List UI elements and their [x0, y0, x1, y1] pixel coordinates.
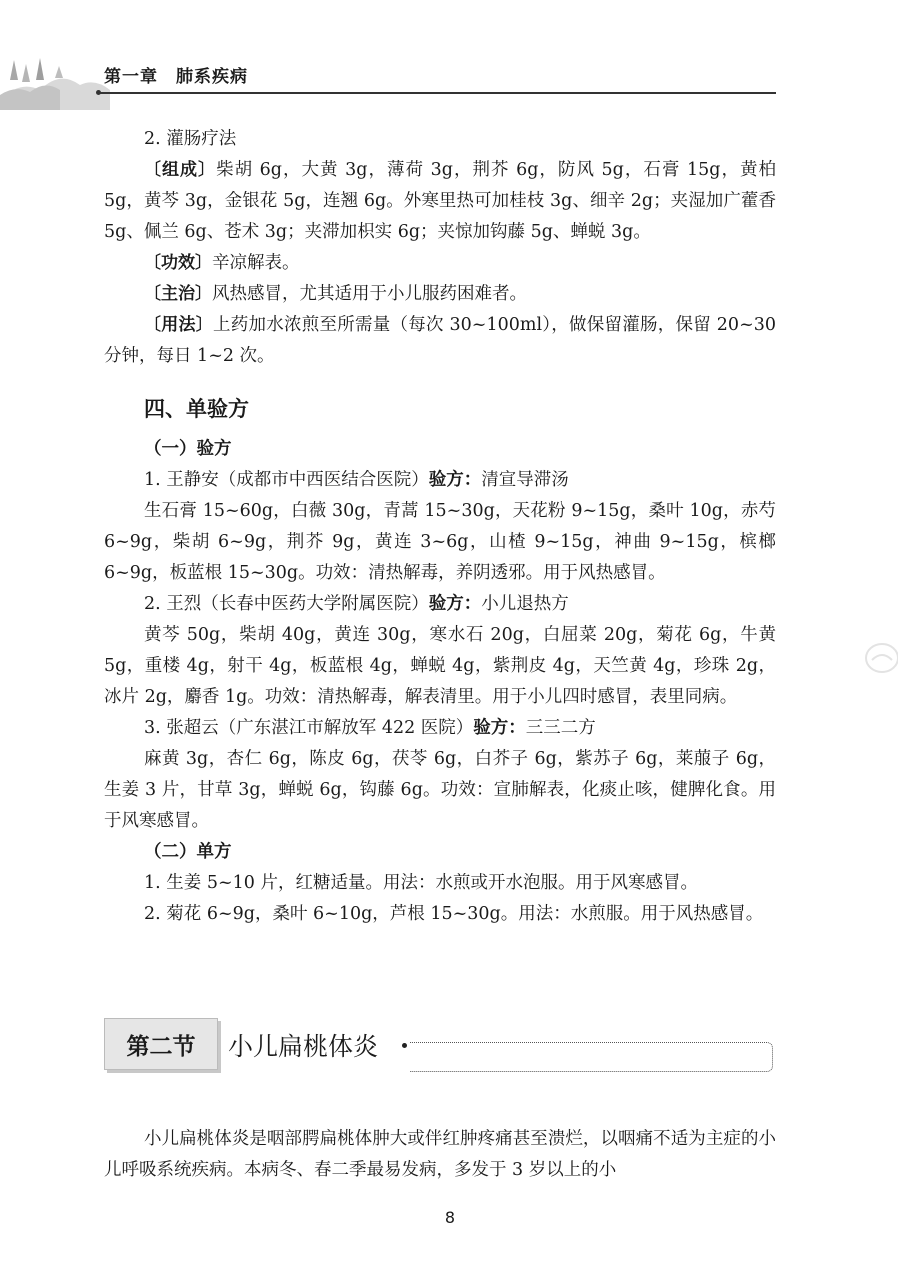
formula-name: 三三二方 — [525, 718, 596, 738]
section-title: 小儿扁桃体炎 — [228, 1032, 379, 1061]
formula-label: 验方： — [473, 718, 526, 738]
page-number: 8 — [444, 1208, 456, 1227]
header-rule — [100, 92, 776, 94]
intro-content — [104, 1124, 776, 1186]
side-watermark-icon — [858, 640, 898, 676]
formula-name: 清宣导滞汤 — [481, 470, 569, 490]
section-banner — [104, 1018, 776, 1074]
composition-text: 柴胡 6g，大黄 3g，薄荷 3g，荆芥 6g，防风 5g，石膏 15g，黄柏 5g，黄芩 3g，金银花 5g，连翘 6g。外寒里热可加桂枝 3g、细辛 2g；夹湿加广藿香 5g、佩兰 6g、苍术 3g；夹滞加枳实 6g；夹惊加钩藤 5g、蝉蜕 3g。 — [104, 160, 777, 242]
intro-paragraph: 小儿扁桃体炎是咽部腭扁桃体肿大或伴红肿疼痛甚至溃烂，以咽痛不适为主症的小儿呼吸系统疾病。本病冬、春二季最易发病，多发于 3 岁以上的小 — [104, 1129, 776, 1180]
enema-effect — [104, 248, 776, 279]
section-heading: 四、单验方 — [144, 397, 249, 421]
section-number-box: 第二节 — [104, 1018, 218, 1070]
effect-tag: 〔功效〕 — [144, 253, 212, 273]
formula-label: 验方： — [428, 594, 482, 614]
enema-usage — [104, 310, 776, 372]
formula-body: 黄芩 50g，柴胡 40g，黄连 30g，寒水石 20g，白屈菜 20g，菊花 6g，牛黄 5g，重楼 4g，射干 4g，板蓝根 4g，蝉蜕 4g，紫荆皮 4g，天竺黄 4g，珍珠 2g，冰片 2g，麝香 1g。功效：清热解毒，解表清里。用于小儿四时感冒，表里同病。 — [104, 625, 776, 707]
section-dot — [402, 1043, 407, 1048]
subsection-heading: （一）验方 — [144, 439, 232, 459]
indication-text: 风热感冒，尤其适用于小儿服药困难者。 — [212, 284, 527, 304]
enema-indication — [104, 279, 776, 310]
composition-tag: 〔组成〕 — [144, 160, 217, 180]
usage-tag: 〔用法〕 — [144, 315, 213, 335]
formula-head-text: 2. 王烈（长春中医药大学附属医院） — [144, 594, 429, 614]
effect-text: 辛凉解表。 — [212, 253, 300, 273]
single-remedy: 1. 生姜 5~10 片，红糖适量。用法：水煎或开水泡服。用于风寒感冒。 — [144, 873, 698, 893]
landscape-decoration-icon — [0, 40, 110, 110]
single-remedy: 2. 菊花 6~9g，桑叶 6~10g，芦根 15~30g。用法：水煎服。用于风热感冒。 — [144, 904, 764, 924]
enema-title: 2. 灌肠疗法 — [144, 129, 237, 149]
chapter-title: 第一章 肺系疾病 — [104, 67, 248, 87]
formula-head — [104, 589, 776, 620]
indication-tag: 〔主治〕 — [144, 284, 212, 304]
formula-head-text: 3. 张超云（广东湛江市解放军 422 医院） — [144, 718, 474, 738]
subsection-heading: （二）单方 — [144, 842, 232, 862]
formula-head — [104, 465, 776, 496]
formula-head — [104, 713, 776, 744]
section-dotted-frame — [410, 1042, 773, 1072]
formula-body: 麻黄 3g，杏仁 6g，陈皮 6g，茯苓 6g，白芥子 6g，紫苏子 6g，莱菔子 6g，生姜 3 片，甘草 3g，蝉蜕 6g，钩藤 6g。功效：宣肺解表，化痰止咳，健脾化食。用于风寒感冒。 — [104, 749, 776, 831]
enema-composition — [104, 155, 776, 248]
main-content — [104, 124, 776, 930]
usage-text: 上药加水浓煎至所需量（每次 30~100ml），做保留灌肠，保留 20~30 分钟，每日 1~2 次。 — [104, 315, 777, 366]
formula-head-text: 1. 王静安（成都市中西医结合医院） — [144, 470, 429, 490]
formula-label: 验方： — [428, 470, 482, 490]
formula-name: 小儿退热方 — [481, 594, 569, 614]
formula-body: 生石膏 15~60g，白薇 30g，青蒿 15~30g，天花粉 9~15g，桑叶 10g，赤芍 6~9g，柴胡 6~9g，荆芥 9g，黄连 3~6g，山楂 9~15g，神曲 9~15g，槟榔 6~9g，板蓝根 15~30g。功效：清热解毒，养阴透邪。用于风热感冒。 — [104, 501, 776, 583]
